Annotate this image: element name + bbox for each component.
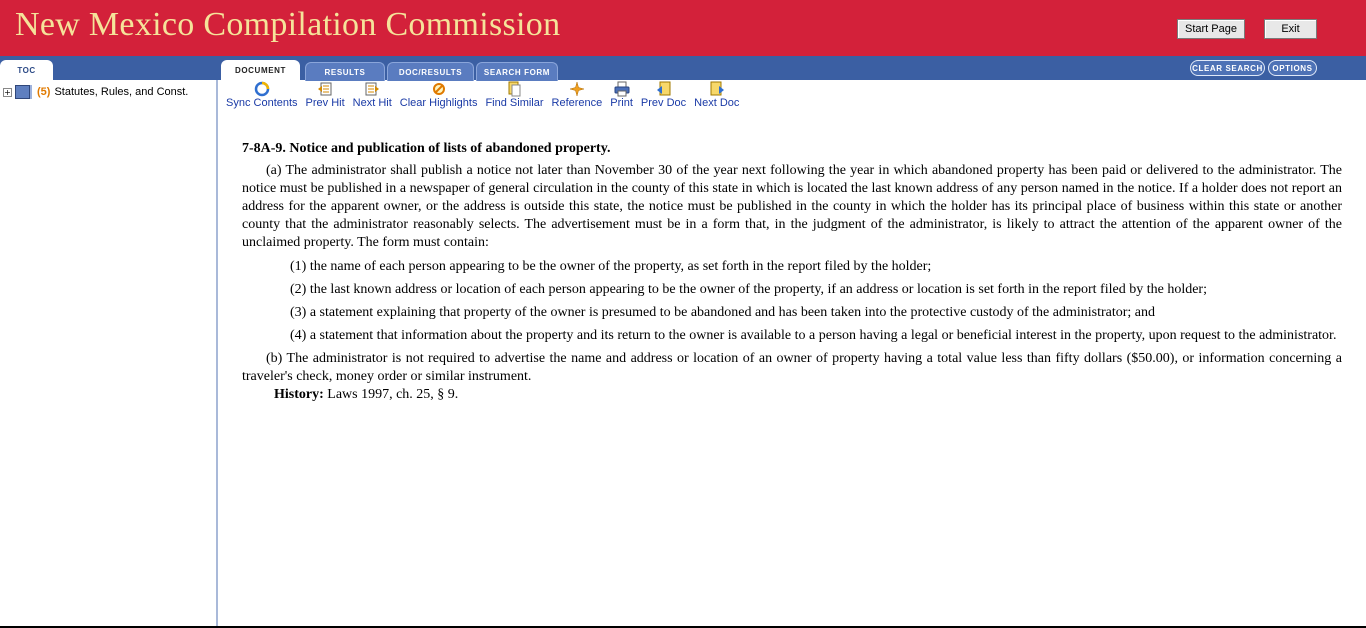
tab-results[interactable]: RESULTS [305, 62, 385, 81]
next-doc-button[interactable]: Next Doc [694, 81, 739, 109]
document-body [242, 140, 1342, 404]
expand-icon[interactable]: + [4, 87, 11, 97]
prev-doc-icon [656, 81, 672, 97]
clear-search-button[interactable]: CLEAR SEARCH [1190, 60, 1265, 76]
toc-item-label[interactable]: Statutes, Rules, and Const. [54, 86, 189, 98]
start-page-button[interactable]: Start Page [1177, 19, 1245, 39]
next-hit-button[interactable]: Next Hit [353, 81, 392, 109]
prev-hit-icon [317, 81, 333, 97]
tab-toc[interactable]: TOC [0, 60, 53, 80]
book-icon [15, 85, 30, 99]
toc-item-count: (5) [37, 86, 51, 98]
reference-button[interactable]: Reference [552, 81, 603, 109]
paragraph-b: (b) The administrator is not required to advertise the name and address or location of an owner of property having a total value less than fifty dollars ($50.00), or information concerning a traveler's check, money order or similar instrument. [242, 351, 1342, 384]
section-heading: 7-8A-9. Notice and publication of lists of abandoned property. [242, 141, 611, 156]
app-header [0, 0, 1366, 56]
history-label: History: [274, 387, 324, 402]
list-item: (1) the name of each person appearing to be the owner of the property, as set forth in the report filed by the holder; [290, 259, 932, 274]
toc-pane [0, 80, 218, 628]
clear-highlights-button[interactable]: Clear Highlights [400, 81, 478, 109]
history-text: Laws 1997, ch. 25, § 9. [323, 387, 459, 402]
prev-doc-button[interactable]: Prev Doc [641, 81, 686, 109]
print-button[interactable]: Print [610, 81, 633, 109]
history-line [242, 386, 1342, 404]
sync-icon [254, 81, 270, 97]
list-item: (3) a statement explaining that property of the owner is presumed to be abandoned and has been taken into the protective custody of the administrator; and [290, 305, 1156, 320]
tab-strip [0, 56, 1366, 80]
tab-search-form[interactable]: SEARCH FORM [476, 62, 558, 81]
next-hit-icon [364, 81, 380, 97]
list-item: (4) a statement that information about the property and its return to the owner is available to a person having a legal or beneficial interest in the property, upon request to the administrator. [290, 328, 1337, 343]
tab-document[interactable]: DOCUMENT [221, 60, 300, 80]
find-similar-icon [506, 81, 522, 97]
exit-button[interactable]: Exit [1264, 19, 1317, 39]
prev-hit-button[interactable]: Prev Hit [306, 81, 345, 109]
toc-item[interactable] [3, 85, 188, 99]
printer-icon [614, 81, 630, 97]
document-toolbar [226, 81, 747, 109]
app-title: New Mexico Compilation Commission [15, 6, 561, 43]
clear-highlights-icon [431, 81, 447, 97]
options-button[interactable]: OPTIONS [1268, 60, 1317, 76]
reference-icon [569, 81, 585, 97]
tab-doc-results[interactable]: DOC/RESULTS [387, 62, 474, 81]
paragraph-a: (a) The administrator shall publish a notice not later than November 30 of the year next following the year in which abandoned property has been paid or delivered to the administrator. The notice must be published in a newspaper of general circulation in the county of this state in which is located the last known address of any person named in the notice. If a holder does not report an address for the apparent owner, or the address is outside this state, the notice must be published in the county in which the holder has its principal place of business within this state or another county that the administrator reasonably selects. The advertisement must be in a form that, in the judgment of the administrator, is likely to attract the attention of the apparent owner of the unclaimed property. The form must contain: [242, 163, 1342, 250]
sync-contents-button[interactable]: Sync Contents [226, 81, 298, 109]
list-item: (2) the last known address or location of each person appearing to be the owner of the property, if an address or location is set forth in the report filed by the holder; [290, 282, 1207, 297]
find-similar-button[interactable]: Find Similar [485, 81, 543, 109]
next-doc-icon [709, 81, 725, 97]
